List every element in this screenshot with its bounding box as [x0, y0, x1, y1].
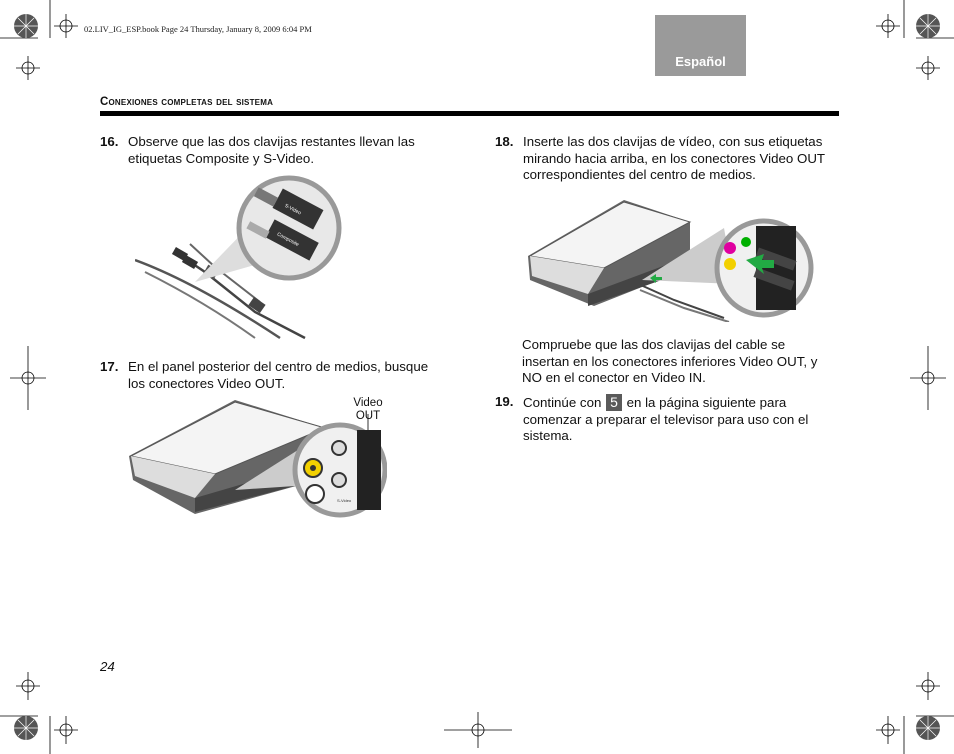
step-number: 17.: [100, 359, 119, 374]
print-info-line: 02.LIV_IG_ESP.book Page 24 Thursday, January 8, 2009 6:04 PM: [84, 24, 312, 34]
plugs-inserted-illustration: [524, 198, 814, 322]
section-title: Conexiones completas del sistema: [100, 96, 274, 108]
step-number: 19.: [495, 394, 514, 409]
check-note: Compruebe que las dos clavijas del cable se insertan en los conectores inferiores Video OUT, y NO en el conector en Video IN.: [522, 337, 818, 385]
step-number: 16.: [100, 134, 119, 149]
language-tab-label: Español: [675, 54, 726, 69]
page-number: 24: [100, 659, 115, 674]
step-text: Observe que las dos clavijas restantes llevan las etiquetas Composite y S-Video.: [128, 134, 415, 166]
cable-plugs-illustration: [135, 172, 347, 340]
section-rule: [100, 111, 839, 116]
step-16: [100, 134, 460, 168]
step-text: En el panel posterior del centro de medios, busque los conectores Video OUT.: [128, 359, 429, 391]
svideo-port-label: S-Video: [337, 498, 352, 503]
media-center-video-out-illustration: [125, 398, 387, 522]
video-out-callout: Video OUT: [353, 397, 383, 422]
step-18: [495, 134, 845, 184]
step-text: Continúe con 5 en la página siguiente para comenzar a preparar el televisor para uso con el sistema.: [523, 394, 809, 443]
step-text: Inserte las dos clavijas de vídeo, con sus etiquetas mirando hacia arriba, en los conectores Video OUT correspondientes del centro de medios.: [523, 134, 826, 182]
language-tab: [655, 15, 746, 76]
svideo-plug-label: S-Video: [283, 202, 302, 217]
step-19: [495, 394, 845, 446]
composite-plug-label: Composite: [275, 231, 300, 248]
step-number: 18.: [495, 134, 514, 149]
step-17: [100, 359, 460, 393]
section-reference-badge: 5: [606, 394, 622, 411]
